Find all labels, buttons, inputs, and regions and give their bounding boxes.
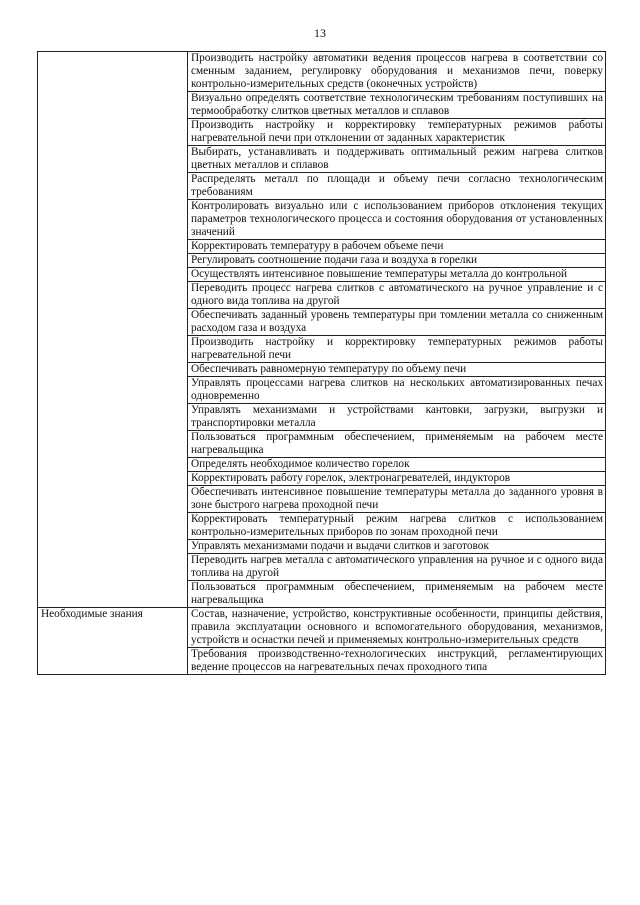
- skill-cell: Пользоваться программным обеспечением, применяемым на рабочем месте нагревальщика: [188, 431, 606, 458]
- table-row: [38, 52, 606, 92]
- skill-cell: Корректировать температурный режим нагрева слитков с использованием контрольно-измерительных приборов по зонам проходной печи: [188, 513, 606, 540]
- skill-cell: Производить настройку и корректировку температурных режимов работы нагревательной печи при отклонении от заданных характеристик: [188, 119, 606, 146]
- skill-cell: Контролировать визуально или с использованием приборов отклонения текущих параметров технологического процесса и состояния оборудования от установленных значений: [188, 200, 606, 240]
- skill-cell: Управлять механизмами подачи и выдачи слитков и заготовок: [188, 540, 606, 554]
- skill-cell: Определять необходимое количество горелок: [188, 458, 606, 472]
- page-number: 13: [314, 26, 326, 40]
- skill-cell: Производить настройку автоматики ведения процессов нагрева в соответствии со сменным заданием, регулировку оборудования и механизмов печи, поверку контрольно-измерительных средств (оконечных устройств): [188, 52, 606, 92]
- skill-cell: Регулировать соотношение подачи газа и воздуха в горелки: [188, 254, 606, 268]
- knowledge-cell: Состав, назначение, устройство, конструктивные особенности, принципы действия, правила эксплуатации основного и вспомогательного оборудования, механизмов, устройств и оснастки печей и применяемых контрольно-измерительных средств: [188, 608, 606, 648]
- skill-cell: Распределять металл по площади и объему печи согласно технологическим требованиям: [188, 173, 606, 200]
- skill-cell: Выбирать, устанавливать и поддерживать оптимальный режим нагрева слитков цветных металлов и сплавов: [188, 146, 606, 173]
- skill-cell: Корректировать температуру в рабочем объеме печи: [188, 240, 606, 254]
- skill-cell: Визуально определять соответствие технологическим требованиям поступивших на термообработку слитков цветных металлов и сплавов: [188, 92, 606, 119]
- table-row: [38, 608, 606, 648]
- skill-cell: Переводить нагрев металла с автоматического управления на ручное и с одного вида топлива на другой: [188, 554, 606, 581]
- skill-cell: Переводить процесс нагрева слитков с автоматического на ручное управление и с одного вида топлива на другой: [188, 282, 606, 309]
- skill-cell: Производить настройку и корректировку температурных режимов работы нагревательной печи: [188, 336, 606, 363]
- skill-cell: Обеспечивать равномерную температуру по объему печи: [188, 363, 606, 377]
- requirements-table: [37, 51, 606, 675]
- knowledge-cell: Требования производственно-технологических инструкций, регламентирующих ведение процессов на нагревательных печах проходного типа: [188, 648, 606, 675]
- skill-cell: Осуществлять интенсивное повышение температуры металла до контрольной: [188, 268, 606, 282]
- skill-cell: Пользоваться программным обеспечением, применяемым на рабочем месте нагревальщика: [188, 581, 606, 608]
- knowledge-label: Необходимые знания: [38, 608, 188, 675]
- skill-cell: Обеспечивать заданный уровень температуры при томлении металла со сниженным расходом газа и воздуха: [188, 309, 606, 336]
- skill-cell: Управлять процессами нагрева слитков на нескольких автоматизированных печах одновременно: [188, 377, 606, 404]
- skills-label-cell: [38, 52, 188, 608]
- skill-cell: Корректировать работу горелок, электронагревателей, индукторов: [188, 472, 606, 486]
- skill-cell: Обеспечивать интенсивное повышение температуры металла до заданного уровня в зоне быстрого нагрева проходной печи: [188, 486, 606, 513]
- skill-cell: Управлять механизмами и устройствами кантовки, загрузки, выгрузки и транспортировки металла: [188, 404, 606, 431]
